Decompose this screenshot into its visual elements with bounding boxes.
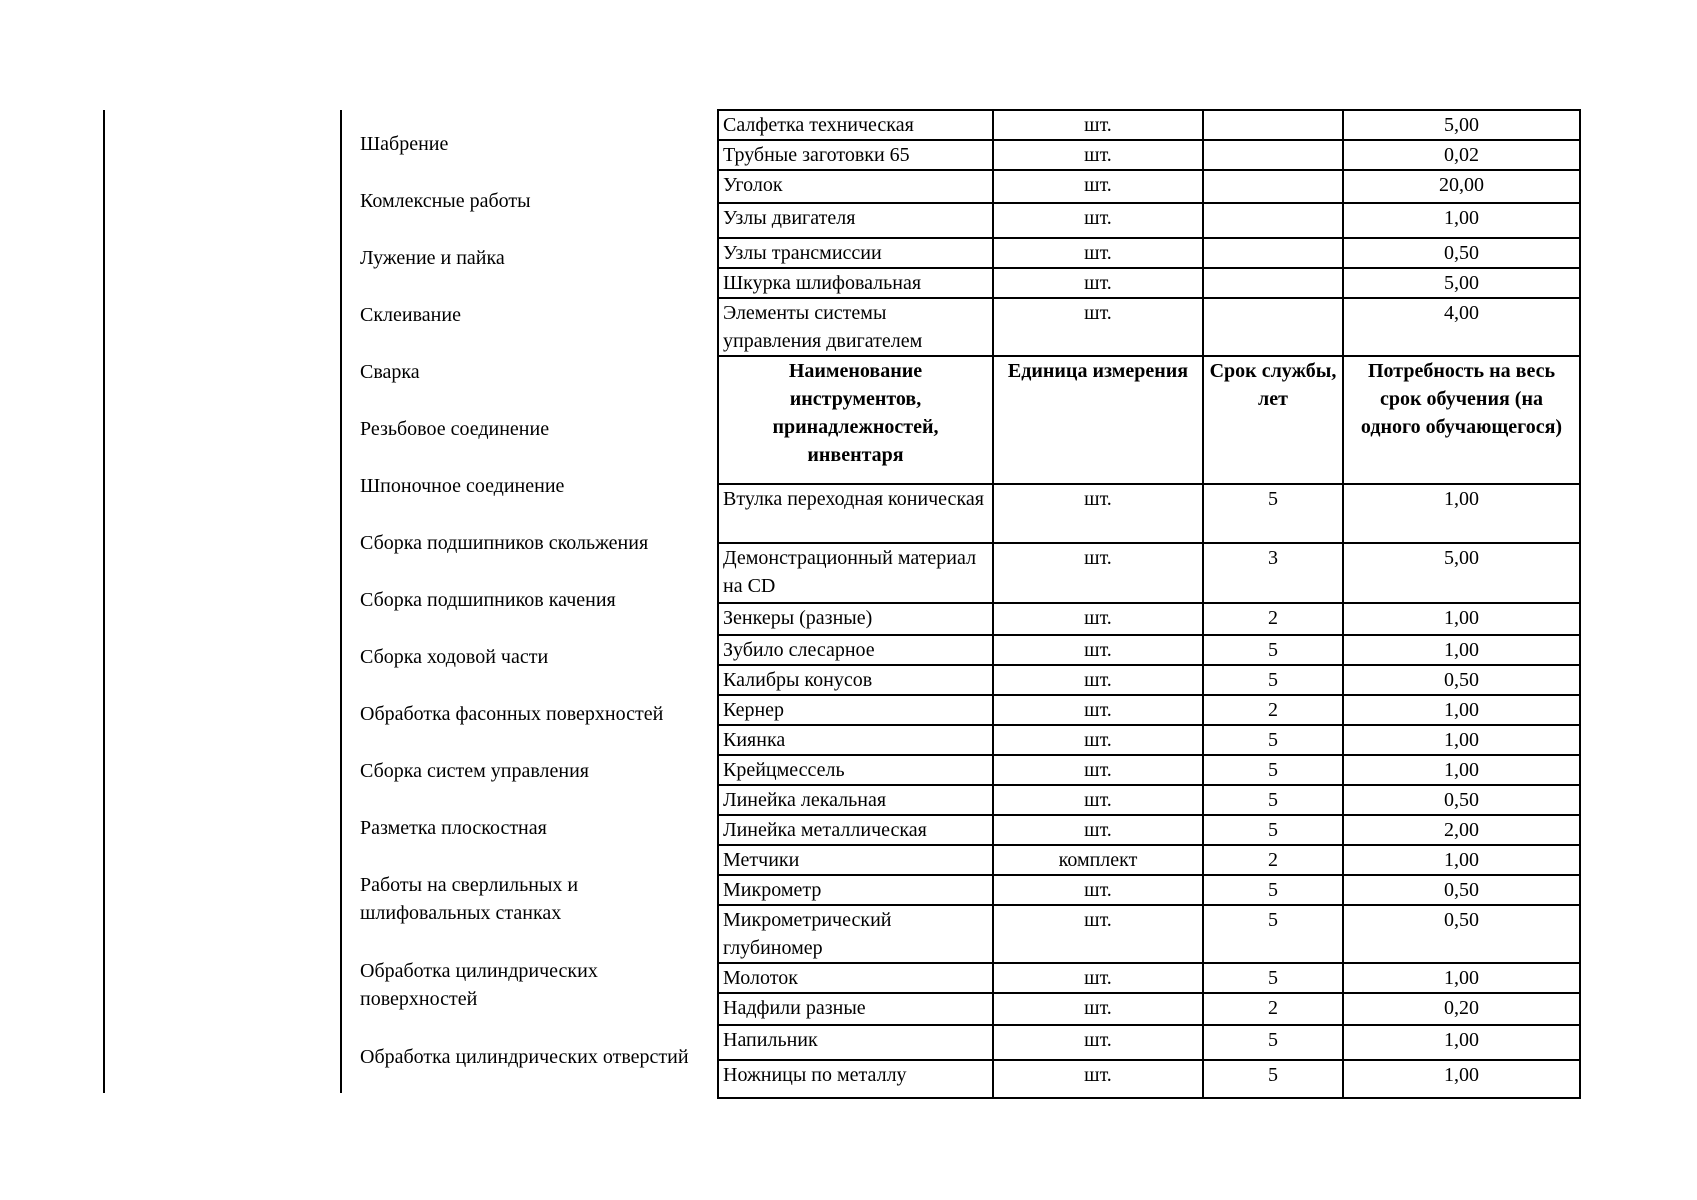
cell-life <box>1203 268 1343 298</box>
cell-need: 0,50 <box>1343 785 1580 815</box>
cell-name: Наименование инструментов, принадлежностей, инвентаря <box>718 356 993 484</box>
cell-name: Узлы двигателя <box>718 203 993 238</box>
cell-unit: шт. <box>993 635 1203 665</box>
tool-row <box>718 963 1580 993</box>
cell-name: Трубные заготовки 65 <box>718 140 993 170</box>
cell-life <box>1203 298 1343 356</box>
tool-row <box>718 665 1580 695</box>
cell-unit: шт. <box>993 484 1203 543</box>
tool-row <box>718 484 1580 543</box>
tool-row <box>718 815 1580 845</box>
cell-name: Микрометрический глубиномер <box>718 905 993 963</box>
left-border-line <box>103 110 105 1093</box>
cell-life: 3 <box>1203 543 1343 603</box>
cell-unit: шт. <box>993 298 1203 356</box>
cell-life <box>1203 203 1343 238</box>
cell-name: Втулка переходная коническая <box>718 484 993 543</box>
tool-row <box>718 1060 1580 1098</box>
tool-row <box>718 725 1580 755</box>
cell-name: Надфили разные <box>718 993 993 1025</box>
cell-unit: шт. <box>993 203 1203 238</box>
cell-life: 2 <box>1203 993 1343 1025</box>
work-type-item: Сварка <box>360 361 420 383</box>
cell-need: 1,00 <box>1343 635 1580 665</box>
tool-row <box>718 785 1580 815</box>
work-type-item: Сборка подшипников качения <box>360 589 616 611</box>
cell-unit: шт. <box>993 1060 1203 1098</box>
cell-need: 20,00 <box>1343 170 1580 203</box>
cell-life: Срок службы, лет <box>1203 356 1343 484</box>
material-row <box>718 140 1580 170</box>
cell-unit: шт. <box>993 170 1203 203</box>
cell-life: 5 <box>1203 635 1343 665</box>
material-row <box>718 298 1580 356</box>
equipment-table <box>717 109 1581 1099</box>
cell-name: Элементы системы управления двигателем <box>718 298 993 356</box>
cell-need: 5,00 <box>1343 268 1580 298</box>
cell-need: 1,00 <box>1343 963 1580 993</box>
cell-life: 5 <box>1203 963 1343 993</box>
cell-unit: шт. <box>993 785 1203 815</box>
work-type-item: Сборка систем управления <box>360 760 590 782</box>
cell-life: 5 <box>1203 815 1343 845</box>
cell-life <box>1203 238 1343 268</box>
cell-unit: шт. <box>993 140 1203 170</box>
cell-name: Ножницы по металлу <box>718 1060 993 1098</box>
tool-row <box>718 1025 1580 1060</box>
cell-life: 5 <box>1203 875 1343 905</box>
cell-life: 5 <box>1203 1060 1343 1098</box>
cell-life: 5 <box>1203 725 1343 755</box>
cell-unit: комплект <box>993 845 1203 875</box>
cell-name: Уголок <box>718 170 993 203</box>
cell-need: 5,00 <box>1343 110 1580 140</box>
tool-row <box>718 635 1580 665</box>
cell-life: 5 <box>1203 1025 1343 1060</box>
work-type-item: Обработка цилиндрических поверхностей <box>360 960 598 1010</box>
work-type-item: Обработка цилиндрических отверстий <box>360 1046 689 1068</box>
cell-unit: шт. <box>993 695 1203 725</box>
table-header-row <box>718 356 1580 484</box>
cell-life: 5 <box>1203 905 1343 963</box>
work-type-item: Резьбовое соединение <box>360 418 550 440</box>
cell-need: 0,50 <box>1343 905 1580 963</box>
column-divider-line <box>340 110 342 1093</box>
work-type-item: Сборка ходовой части <box>360 646 549 668</box>
cell-unit: шт. <box>993 963 1203 993</box>
tool-row <box>718 603 1580 635</box>
cell-need: 4,00 <box>1343 298 1580 356</box>
cell-name: Кернер <box>718 695 993 725</box>
cell-unit: шт. <box>993 993 1203 1025</box>
cell-need: 0,50 <box>1343 875 1580 905</box>
cell-name: Узлы трансмиссии <box>718 238 993 268</box>
cell-life: 5 <box>1203 665 1343 695</box>
cell-name: Зенкеры (разные) <box>718 603 993 635</box>
cell-need: 2,00 <box>1343 815 1580 845</box>
material-row <box>718 170 1580 203</box>
cell-need: 1,00 <box>1343 725 1580 755</box>
cell-life: 2 <box>1203 845 1343 875</box>
work-type-item: Комлексные работы <box>360 190 531 212</box>
cell-name: Калибры конусов <box>718 665 993 695</box>
cell-need: 1,00 <box>1343 845 1580 875</box>
cell-unit: шт. <box>993 875 1203 905</box>
cell-life: 2 <box>1203 695 1343 725</box>
cell-need: 1,00 <box>1343 1025 1580 1060</box>
work-type-item: Работы на сверлильных и шлифовальных станках <box>360 874 579 924</box>
cell-name: Крейцмессель <box>718 755 993 785</box>
cell-life: 5 <box>1203 785 1343 815</box>
cell-unit: шт. <box>993 603 1203 635</box>
work-type-item: Разметка плоскостная <box>360 817 547 839</box>
cell-unit: шт. <box>993 110 1203 140</box>
cell-need: 1,00 <box>1343 1060 1580 1098</box>
cell-name: Салфетка техническая <box>718 110 993 140</box>
cell-life: 2 <box>1203 603 1343 635</box>
tool-row <box>718 543 1580 603</box>
cell-need: 0,02 <box>1343 140 1580 170</box>
tool-row <box>718 905 1580 963</box>
cell-unit: шт. <box>993 755 1203 785</box>
tool-row <box>718 993 1580 1025</box>
cell-unit: Единица измерения <box>993 356 1203 484</box>
cell-name: Шкурка шлифовальная <box>718 268 993 298</box>
work-type-item: Сборка подшипников скольжения <box>360 532 649 554</box>
tool-row <box>718 755 1580 785</box>
tool-row <box>718 695 1580 725</box>
cell-unit: шт. <box>993 1025 1203 1060</box>
cell-life: 5 <box>1203 484 1343 543</box>
cell-unit: шт. <box>993 665 1203 695</box>
cell-name: Метчики <box>718 845 993 875</box>
tool-row <box>718 875 1580 905</box>
cell-need: 1,00 <box>1343 484 1580 543</box>
cell-life: 5 <box>1203 755 1343 785</box>
cell-need: 1,00 <box>1343 203 1580 238</box>
cell-need: 1,00 <box>1343 695 1580 725</box>
cell-name: Киянка <box>718 725 993 755</box>
cell-life <box>1203 140 1343 170</box>
cell-name: Линейка металлическая <box>718 815 993 845</box>
cell-need: Потребность на весь срок обучения (на одного обучающегося) <box>1343 356 1580 484</box>
cell-unit: шт. <box>993 815 1203 845</box>
cell-life <box>1203 170 1343 203</box>
material-row <box>718 268 1580 298</box>
cell-name: Линейка лекальная <box>718 785 993 815</box>
work-type-item: Шабрение <box>360 133 449 155</box>
cell-name: Демонстрационный материал на CD <box>718 543 993 603</box>
cell-unit: шт. <box>993 905 1203 963</box>
material-row <box>718 238 1580 268</box>
material-row <box>718 203 1580 238</box>
cell-name: Молоток <box>718 963 993 993</box>
work-type-item: Шпоночное соединение <box>360 475 565 497</box>
work-type-item: Лужение и пайка <box>360 247 505 269</box>
tool-row <box>718 845 1580 875</box>
material-row <box>718 110 1580 140</box>
cell-need: 0,20 <box>1343 993 1580 1025</box>
cell-life <box>1203 110 1343 140</box>
cell-need: 0,50 <box>1343 665 1580 695</box>
cell-need: 1,00 <box>1343 755 1580 785</box>
cell-unit: шт. <box>993 268 1203 298</box>
cell-need: 0,50 <box>1343 238 1580 268</box>
cell-need: 1,00 <box>1343 603 1580 635</box>
cell-need: 5,00 <box>1343 543 1580 603</box>
cell-name: Напильник <box>718 1025 993 1060</box>
cell-unit: шт. <box>993 543 1203 603</box>
cell-unit: шт. <box>993 725 1203 755</box>
cell-unit: шт. <box>993 238 1203 268</box>
work-type-item: Склеивание <box>360 304 461 326</box>
cell-name: Зубило слесарное <box>718 635 993 665</box>
cell-name: Микрометр <box>718 875 993 905</box>
work-type-item: Обработка фасонных поверхностей <box>360 703 664 725</box>
